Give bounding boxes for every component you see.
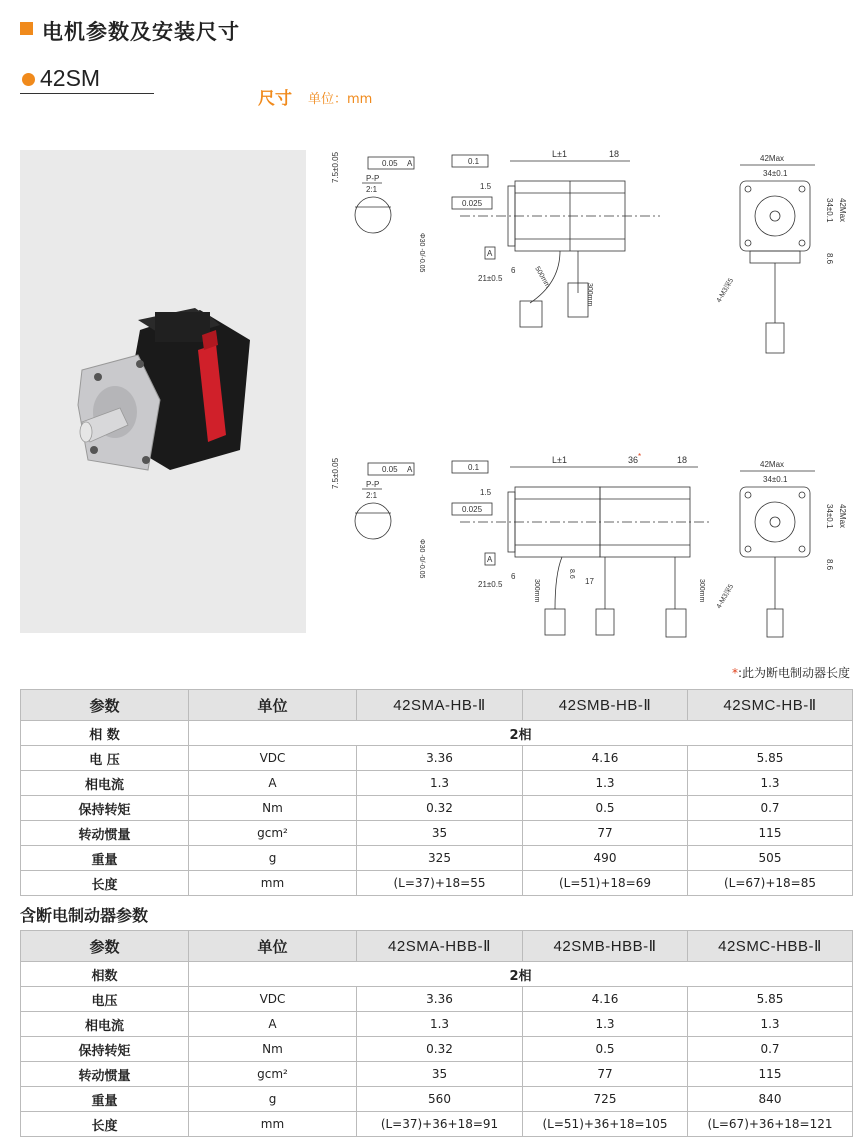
dim-shaft: Φ30 -0/-0.05 [418,233,425,273]
dim-36: 36 [628,455,639,465]
brake-length-note [732,664,850,681]
value-model-b: 77 [523,1062,688,1087]
dim-holes: 4-M3深5 [715,277,736,304]
product-photo [20,150,306,633]
param-label: 相 数 [21,721,189,746]
svg-text:P-P: P-P [366,480,380,489]
param-label: 相电流 [21,1012,189,1037]
svg-text:18: 18 [677,455,688,465]
svg-text:300mm: 300mm [698,579,705,603]
dim-1-5: 1.5 [480,182,492,191]
param-label: 长度 [21,871,189,896]
model-underline [20,93,154,94]
spec-table [20,689,853,896]
svg-text:42Max: 42Max [760,460,785,469]
table-header-row [21,931,853,962]
header-param: 参数 [21,690,189,721]
header-model-a: 42SMA-HB-Ⅱ [357,690,523,721]
unit-cell: gcm² [189,1062,357,1087]
dim-8-6: 8.6 [825,253,834,265]
value-model-b: 490 [523,846,688,871]
value-model-b: 0.5 [523,796,688,821]
page-title: 电机参数及安装尺寸 [42,20,240,44]
tol-datum: A [407,159,413,168]
table-row [21,846,853,871]
note-star: * [731,666,738,680]
unit-cell: mm [189,871,357,896]
param-label: 相电流 [21,771,189,796]
dim-21: 21±0.5 [478,274,503,283]
table-row [21,1037,853,1062]
dim-500: 500mm [533,265,552,290]
dimension-drawings [330,143,860,647]
table-row [21,871,853,896]
unit-cell: Nm [189,1037,357,1062]
svg-text:Φ30 -0/-0.05: Φ30 -0/-0.05 [418,539,425,579]
svg-text:6: 6 [511,572,516,581]
value-model-b: 4.16 [523,746,688,771]
value-model-a: (L=37)+18=55 [357,871,523,896]
svg-text:A: A [407,465,413,474]
param-label: 保持转矩 [21,796,189,821]
dim-7-5: 7.5±0.05 [331,151,340,183]
tol-perp: 0.1 [468,157,480,166]
table-row [21,987,853,1012]
value-model-b: 0.5 [523,1037,688,1062]
header-param: 参数 [21,931,189,962]
table-row [21,796,853,821]
section-scale: 2:1 [366,185,378,194]
technical-drawing [330,143,860,643]
value-model-a: 0.32 [357,1037,523,1062]
model-name: 42SM [40,65,101,91]
svg-text:L±1: L±1 [552,455,567,465]
value-model-a: 325 [357,846,523,871]
value-model-b: (L=51)+18=69 [523,871,688,896]
value-model-b: 77 [523,821,688,846]
front-view-bottom [715,460,847,637]
section-label: P-P [366,174,380,183]
value-model-a: 1.3 [357,771,523,796]
svg-text:A: A [487,249,493,258]
unit-cell: A [189,771,357,796]
table-row [21,962,853,987]
value-model-c: 1.3 [688,1012,853,1037]
value-model-c: 0.7 [688,1037,853,1062]
phase-value: 2相 [189,721,853,746]
svg-text:21±0.5: 21±0.5 [478,580,503,589]
table-row [21,1087,853,1112]
value-model-c: 5.85 [688,987,853,1012]
svg-text:2:1: 2:1 [366,491,378,500]
dim-17: 17 [585,577,594,586]
svg-text:4-M3深5: 4-M3深5 [715,583,736,610]
svg-text:8.6: 8.6 [825,559,834,571]
param-label: 电压 [21,987,189,1012]
svg-text:0.025: 0.025 [462,505,483,514]
param-label: 长度 [21,1112,189,1137]
table-row [21,721,853,746]
svg-text:300mm: 300mm [533,579,540,603]
param-label: 重量 [21,846,189,871]
value-model-a: 560 [357,1087,523,1112]
value-model-a: 0.32 [357,796,523,821]
value-model-a: (L=37)+36+18=91 [357,1112,523,1137]
header-unit: 单位 [189,690,357,721]
table-row [21,746,853,771]
unit-label: 单位：mm [308,92,373,107]
value-model-c: 0.7 [688,796,853,821]
svg-text:8.6: 8.6 [568,569,575,579]
phase-value: 2相 [189,962,853,987]
header-model-a: 42SMA-HBB-Ⅱ [357,931,523,962]
value-model-c: 115 [688,1062,853,1087]
table-row [21,771,853,796]
svg-text:42Max: 42Max [838,504,847,529]
svg-text:34±0.1: 34±0.1 [825,198,834,223]
value-model-b: (L=51)+36+18=105 [523,1112,688,1137]
brake-table-title: 含断电制动器参数 [20,906,149,925]
value-model-c: 1.3 [688,771,853,796]
svg-text:A: A [487,555,493,564]
unit-cell: g [189,1087,357,1112]
unit-cell: mm [189,1112,357,1137]
svg-text:0.1: 0.1 [468,463,480,472]
unit-cell: VDC [189,987,357,1012]
value-model-b: 4.16 [523,987,688,1012]
dim-300: 300mm [586,283,593,307]
header-model-b: 42SMB-HBB-Ⅱ [523,931,688,962]
value-model-b: 1.3 [523,771,688,796]
value-model-b: 1.3 [523,1012,688,1037]
svg-text:1.5: 1.5 [480,488,492,497]
dim-42max: 42Max [760,154,785,163]
svg-text:0.05: 0.05 [382,465,398,474]
table-row [21,1012,853,1037]
value-model-a: 35 [357,821,523,846]
tol-runout: 0.025 [462,199,483,208]
table-header-row [21,690,853,721]
motor-image [20,150,306,633]
note-text: :此为断电制动器长度 [737,666,850,680]
value-model-c: (L=67)+36+18=121 [688,1112,853,1137]
dim-34: 34±0.1 [763,169,788,178]
param-label: 电 压 [21,746,189,771]
side-view-top [331,149,660,327]
tol-flatness: 0.05 [382,159,398,168]
value-model-c: 115 [688,821,853,846]
table-row [21,1062,853,1087]
unit-cell: A [189,1012,357,1037]
value-model-c: 5.85 [688,746,853,771]
value-model-a: 3.36 [357,746,523,771]
svg-text:34±0.1: 34±0.1 [763,475,788,484]
value-model-a: 1.3 [357,1012,523,1037]
param-label: 保持转矩 [21,1037,189,1062]
header-model-c: 42SMC-HB-Ⅱ [688,690,853,721]
unit-cell: VDC [189,746,357,771]
value-model-a: 3.36 [357,987,523,1012]
unit-cell: Nm [189,796,357,821]
side-view-bottom [331,452,710,637]
header-model-c: 42SMC-HBB-Ⅱ [688,931,853,962]
value-model-c: 840 [688,1087,853,1112]
section-marker [20,22,33,35]
svg-text:34±0.1: 34±0.1 [825,504,834,529]
brake-spec-table [20,930,853,1137]
unit-cell: gcm² [189,821,357,846]
star-mark: * [638,452,642,461]
unit-cell: g [189,846,357,871]
value-model-a: 35 [357,1062,523,1087]
header-model-b: 42SMB-HB-Ⅱ [523,690,688,721]
value-model-c: (L=67)+18=85 [688,871,853,896]
svg-text:7.5±0.05: 7.5±0.05 [331,457,340,489]
header-unit: 单位 [189,931,357,962]
param-label: 转动惯量 [21,1062,189,1087]
svg-text:42Max: 42Max [838,198,847,223]
dim-length: L±1 [552,149,567,159]
value-model-b: 725 [523,1087,688,1112]
table-row [21,1112,853,1137]
param-label: 转动惯量 [21,821,189,846]
param-label: 重量 [21,1087,189,1112]
param-label: 相数 [21,962,189,987]
size-label: 尺寸 [258,89,292,109]
dim-18: 18 [609,149,620,159]
value-model-c: 505 [688,846,853,871]
table-row [21,821,853,846]
dim-6: 6 [511,266,516,275]
model-bullet [22,73,35,86]
front-view-top [715,154,847,353]
